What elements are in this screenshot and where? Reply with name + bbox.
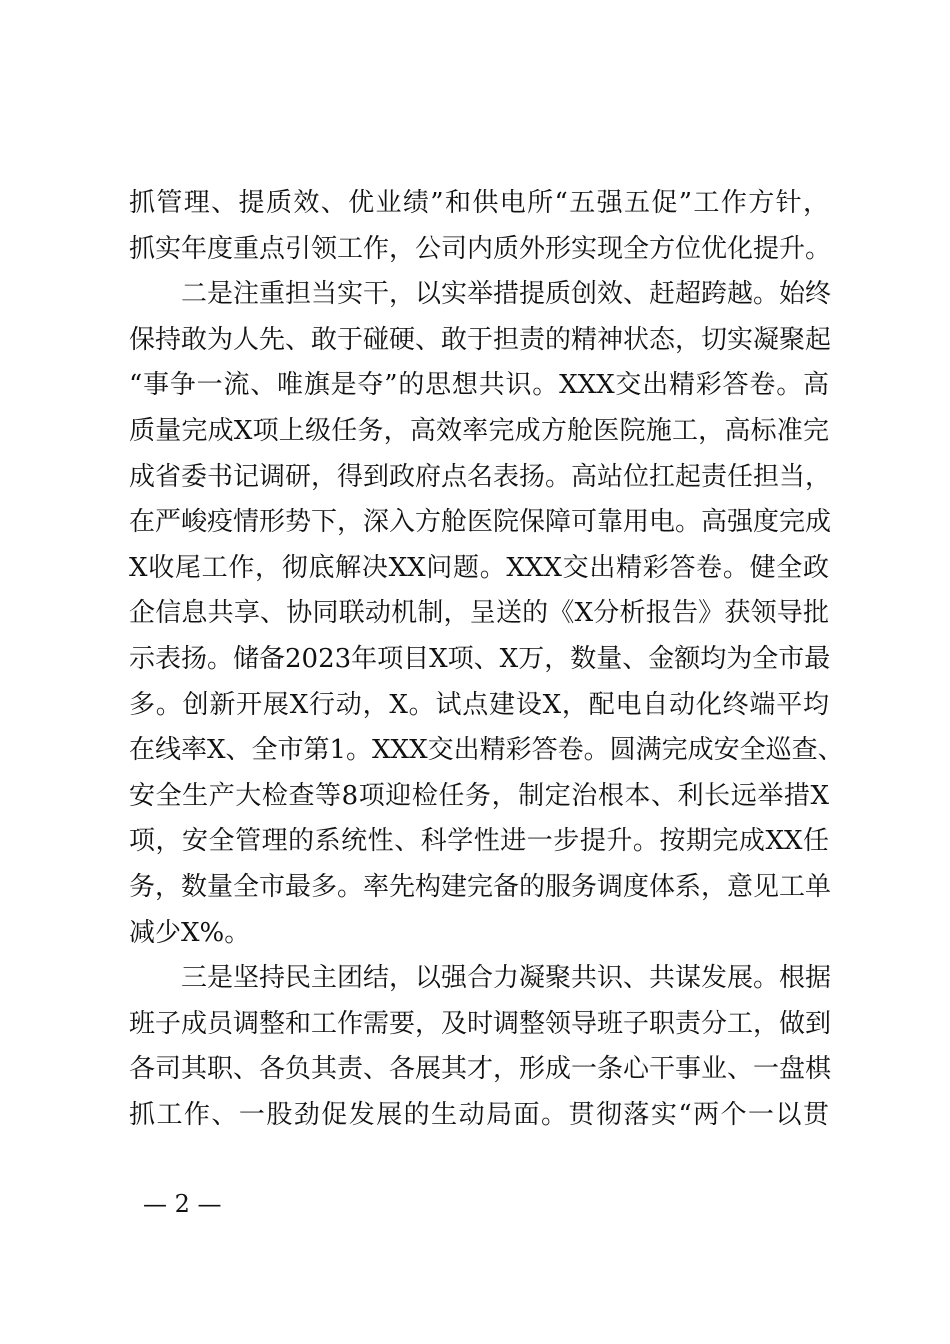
text-line: 二是注重担当实干，以实举措提质创效、赶超跨越。始终: [181, 279, 832, 310]
text-line: 保持敢为人先、敢于碰硬、敢于担责的精神状态，切实凝聚起: [129, 324, 832, 355]
text-line: “事争一流、唯旗是夺”的思想共识。XXX交出精彩答卷。高: [129, 370, 829, 401]
text-line: 质量完成X项上级任务，高效率完成方舱医院施工，高标准完: [129, 415, 829, 446]
text-line: 抓工作、一股劲促发展的生动局面。贯彻落实“两个一以贯: [129, 1099, 829, 1130]
text-line: X收尾工作，彻底解决XX问题。XXX交出精彩答卷。健全政: [129, 552, 829, 583]
page-number: — 2 —: [143, 1190, 222, 1218]
text-line: 项，安全管理的系统性、科学性进一步提升。按期完成XX任: [129, 826, 829, 857]
text-line: 在严峻疫情形势下，深入方舱医院保障可靠用电。高强度完成: [129, 507, 832, 538]
text-line: 抓实年度重点引领工作，公司内质外形实现全方位优化提升。: [129, 233, 832, 264]
text-line: 班子成员调整和工作需要，及时调整领导班子职责分工，做到: [129, 1008, 832, 1039]
text-line: 减少X%。: [129, 917, 251, 948]
text-line: 示表扬。储备2023年项目X项、X万，数量、金额均为全市最: [129, 643, 831, 674]
text-line: 企信息共享、协同联动机制，呈送的《X分析报告》获领导批: [129, 598, 829, 629]
text-line: 三是坚持民主团结，以强合力凝聚共识、共谋发展。根据: [181, 963, 832, 994]
text-line: 安全生产大检查等8项迎检任务，制定治根本、利长远举措X: [129, 780, 829, 811]
text-line: 成省委书记调研，得到政府点名表扬。高站位扛起责任担当，: [129, 461, 832, 492]
text-line: 多。创新开展X行动，X。试点建设X，配电自动化终端平均: [129, 689, 829, 720]
text-line: 务，数量全市最多。率先构建完备的服务调度体系，意见工单: [129, 871, 832, 902]
text-line: 各司其职、各负其责、各展其才，形成一条心干事业、一盘棋: [129, 1054, 832, 1085]
text-line: 抓管理、提质效、优业绩”和供电所“五强五促”工作方针，: [129, 188, 829, 218]
body-text: [129, 181, 844, 1138]
text-line: 在线率X、全市第1。XXX交出精彩答卷。圆满完成安全巡查、: [129, 735, 844, 766]
